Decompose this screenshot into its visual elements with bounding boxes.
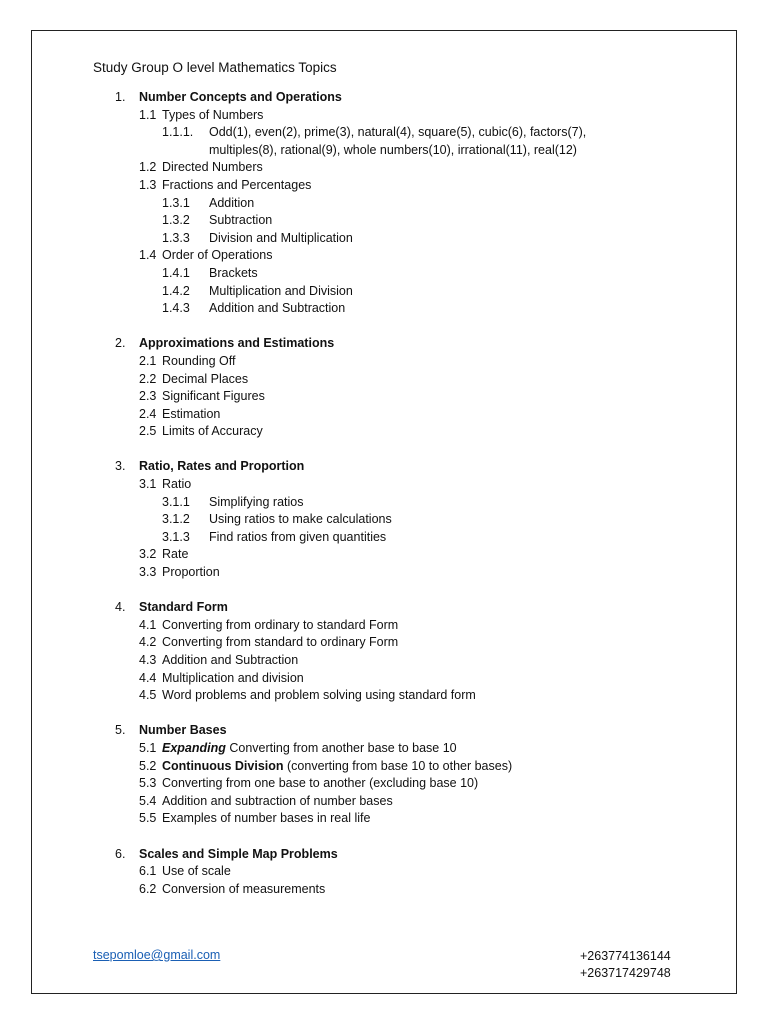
topic-section (0, 335, 768, 441)
subtopic-item (0, 124, 768, 142)
section-number: 6. (115, 846, 126, 861)
topic-item-text: Significant Figures (162, 389, 265, 404)
topic-item-text: Rate (162, 547, 189, 562)
subtopic-text: Odd(1), even(2), prime(3), natural(4), square(5), cubic(6), factors(7), (209, 125, 587, 140)
section-number: 5. (115, 723, 126, 738)
topic-item-number: 2.1 (139, 353, 157, 368)
subtopic-item (0, 494, 768, 512)
topic-item (0, 546, 768, 564)
subtopic-text: Division and Multiplication (209, 230, 353, 245)
section-number: 4. (115, 600, 126, 615)
section-title: Approximations and Estimations (139, 336, 335, 351)
topic-item-text-wrap (162, 634, 398, 652)
topic-item-text: Fractions and Percentages (162, 177, 312, 192)
topic-item-number: 2.5 (139, 424, 157, 439)
topic-item-number: 5.2 (139, 758, 157, 773)
subtopic-text: Addition and Subtraction (209, 301, 346, 316)
section-heading (0, 599, 768, 617)
topic-item-text-wrap (162, 670, 304, 688)
contact-email-link[interactable]: tsepomloe@gmail.com (93, 948, 221, 962)
subtopic-number: 3.1.1 (162, 494, 190, 509)
topic-item-number: 5.1 (139, 740, 157, 755)
topic-item (0, 353, 768, 371)
topic-item-number: 6.1 (139, 864, 157, 879)
topic-item-text: Multiplication and division (162, 670, 304, 685)
subtopic-text: Simplifying ratios (209, 494, 304, 509)
topic-item-number: 2.3 (139, 389, 157, 404)
subtopic-continuation-text: multiples(8), rational(9), whole numbers(10), irrational(11), real(12) (209, 142, 577, 157)
topic-item-text: Decimal Places (162, 371, 249, 386)
topic-item-text: Conversion of measurements (162, 881, 326, 896)
topic-item-text-wrap (162, 177, 311, 195)
subtopic-number: 1.4.1 (162, 265, 190, 280)
section-title: Ratio, Rates and Proportion (139, 459, 305, 474)
subtopic-number: 3.1.2 (162, 512, 190, 527)
topic-item (0, 634, 768, 652)
topic-item-text: Examples of number bases in real life (162, 811, 371, 826)
section-heading (0, 335, 768, 353)
topic-item-text-wrap (162, 881, 325, 899)
topic-item-text: Use of scale (162, 864, 231, 879)
topic-item-text: Types of Numbers (162, 107, 264, 122)
topic-item (0, 881, 768, 899)
topic-item (0, 388, 768, 406)
subtopic-item (0, 212, 768, 230)
topic-item-text-wrap (162, 406, 220, 424)
topic-item-text: Ratio (162, 477, 192, 492)
contact-phones (580, 948, 671, 982)
subtopic-continuation (0, 142, 768, 160)
topic-item (0, 177, 768, 195)
topic-item-text: Word problems and problem solving using standard form (162, 688, 476, 703)
topic-item (0, 775, 768, 793)
topic-item-text-wrap (162, 617, 398, 635)
topic-item-text: Directed Numbers (162, 160, 263, 175)
subtopic-text: Multiplication and Division (209, 283, 353, 298)
topic-item-text: Estimation (162, 406, 221, 421)
topic-item-number: 3.1 (139, 477, 157, 492)
topic-item-number: 2.2 (139, 371, 157, 386)
topic-item (0, 476, 768, 494)
topic-item-text-wrap (162, 247, 272, 265)
subtopic-text: Addition (209, 195, 255, 210)
topic-item-text-wrap (162, 775, 478, 793)
topic-item-number: 6.2 (139, 881, 157, 896)
topic-item (0, 159, 768, 177)
topic-item-text-wrap (162, 687, 476, 705)
subtopic-number: 1.3.1 (162, 195, 190, 210)
section-title: Standard Form (139, 600, 228, 615)
subtopic-item (0, 230, 768, 248)
subtopic-number: 1.3.3 (162, 230, 190, 245)
topic-item-text: Converting from ordinary to standard Form (162, 617, 399, 632)
topic-item-text: (converting from base 10 to other bases) (283, 758, 513, 773)
topic-item-text: Converting from another base to base 10 (225, 740, 457, 755)
topic-item-text: Addition and Subtraction (162, 653, 299, 667)
section-heading (0, 846, 768, 864)
topic-section (0, 722, 768, 828)
topic-item-number: 5.4 (139, 793, 157, 808)
topic-item-number: 4.3 (139, 653, 157, 667)
subtopic-text: Using ratios to make calculations (209, 512, 392, 527)
topic-item (0, 107, 768, 125)
topic-item (0, 423, 768, 441)
subtopic-number: 1.4.3 (162, 301, 190, 316)
section-title: Scales and Simple Map Problems (139, 846, 338, 861)
topic-section (0, 458, 768, 581)
topic-item-text-wrap (162, 793, 393, 811)
section-heading (0, 458, 768, 476)
topic-item-text-wrap (162, 371, 248, 389)
topic-item-number: 5.3 (139, 776, 157, 791)
topic-item-text: Converting from one base to another (excluding base 10) (162, 776, 479, 791)
topic-item-text-wrap (162, 652, 298, 670)
topic-item-text-wrap (162, 564, 220, 582)
section-heading (0, 722, 768, 740)
topic-item-text: Addition and subtraction of number bases (162, 793, 393, 808)
topic-item (0, 670, 768, 688)
topic-item (0, 687, 768, 705)
topic-item (0, 740, 768, 758)
subtopic-item (0, 265, 768, 283)
topic-item-text: Proportion (162, 565, 220, 580)
subtopic-number: 1.1.1. (162, 125, 194, 140)
section-title: Number Bases (139, 723, 227, 738)
phone-number: +263717429748 (580, 966, 671, 980)
topic-item-text-wrap (162, 740, 457, 758)
topic-item-text: Order of Operations (162, 248, 273, 263)
subtopic-text: Subtraction (209, 213, 273, 228)
topic-item (0, 617, 768, 635)
topic-item (0, 793, 768, 811)
topic-item-text-wrap (162, 159, 263, 177)
subtopic-number: 3.1.3 (162, 529, 190, 544)
topic-item (0, 247, 768, 265)
topic-item-number: 4.4 (139, 670, 157, 685)
topic-item-text: Converting from standard to ordinary Form (162, 635, 399, 650)
subtopic-item (0, 511, 768, 529)
subtopic-number: 1.4.2 (162, 283, 190, 298)
topic-item-text-wrap (162, 546, 188, 564)
topic-item-text-wrap (162, 476, 191, 494)
topic-item-number: 1.2 (139, 160, 157, 175)
topic-item-text-wrap (162, 107, 263, 125)
topic-item-lead: Continuous Division (162, 758, 284, 773)
topic-item-text-wrap (162, 388, 265, 406)
topic-item-text-wrap (162, 810, 370, 828)
topic-item-text-wrap (162, 353, 235, 371)
phone-number: +263774136144 (580, 949, 671, 963)
section-number: 3. (115, 459, 126, 474)
topic-item-number: 3.2 (139, 547, 157, 562)
topics-list (0, 89, 768, 916)
topic-item-number: 2.4 (139, 406, 157, 421)
topic-item (0, 406, 768, 424)
section-number: 1. (115, 90, 126, 104)
topic-item-text: Rounding Off (162, 353, 236, 368)
topic-item-number: 1.3 (139, 177, 157, 192)
topic-item-text-wrap (162, 758, 512, 776)
topic-item-number: 1.1 (139, 107, 157, 122)
topic-item-number: 5.5 (139, 811, 157, 826)
topic-item (0, 652, 768, 670)
topic-item-number: 4.1 (139, 617, 157, 632)
subtopic-item (0, 529, 768, 547)
topic-item (0, 564, 768, 582)
subtopic-text: Brackets (209, 265, 258, 280)
topic-item-text-wrap (162, 423, 263, 441)
topic-item-number: 1.4 (139, 248, 157, 263)
topic-item-number: 3.3 (139, 565, 157, 580)
subtopic-item (0, 195, 768, 213)
section-number: 2. (115, 336, 126, 351)
subtopic-number: 1.3.2 (162, 213, 190, 228)
topic-section (0, 599, 768, 705)
section-heading (0, 89, 768, 107)
topic-item-number: 4.2 (139, 635, 157, 650)
topic-item-text-wrap (162, 863, 231, 881)
subtopic-text: Find ratios from given quantities (209, 529, 387, 544)
topic-item-number: 4.5 (139, 688, 157, 703)
topic-section (0, 846, 768, 899)
topic-item (0, 371, 768, 389)
document-title: Study Group O level Mathematics Topics (93, 60, 337, 75)
topic-section (0, 89, 768, 318)
topic-item (0, 758, 768, 776)
topic-item (0, 810, 768, 828)
topic-item-lead: Expanding (162, 740, 226, 755)
topic-item (0, 863, 768, 881)
subtopic-item (0, 283, 768, 301)
topic-item-text: Limits of Accuracy (162, 424, 263, 439)
section-title: Number Concepts and Operations (139, 90, 342, 104)
subtopic-item (0, 300, 768, 318)
